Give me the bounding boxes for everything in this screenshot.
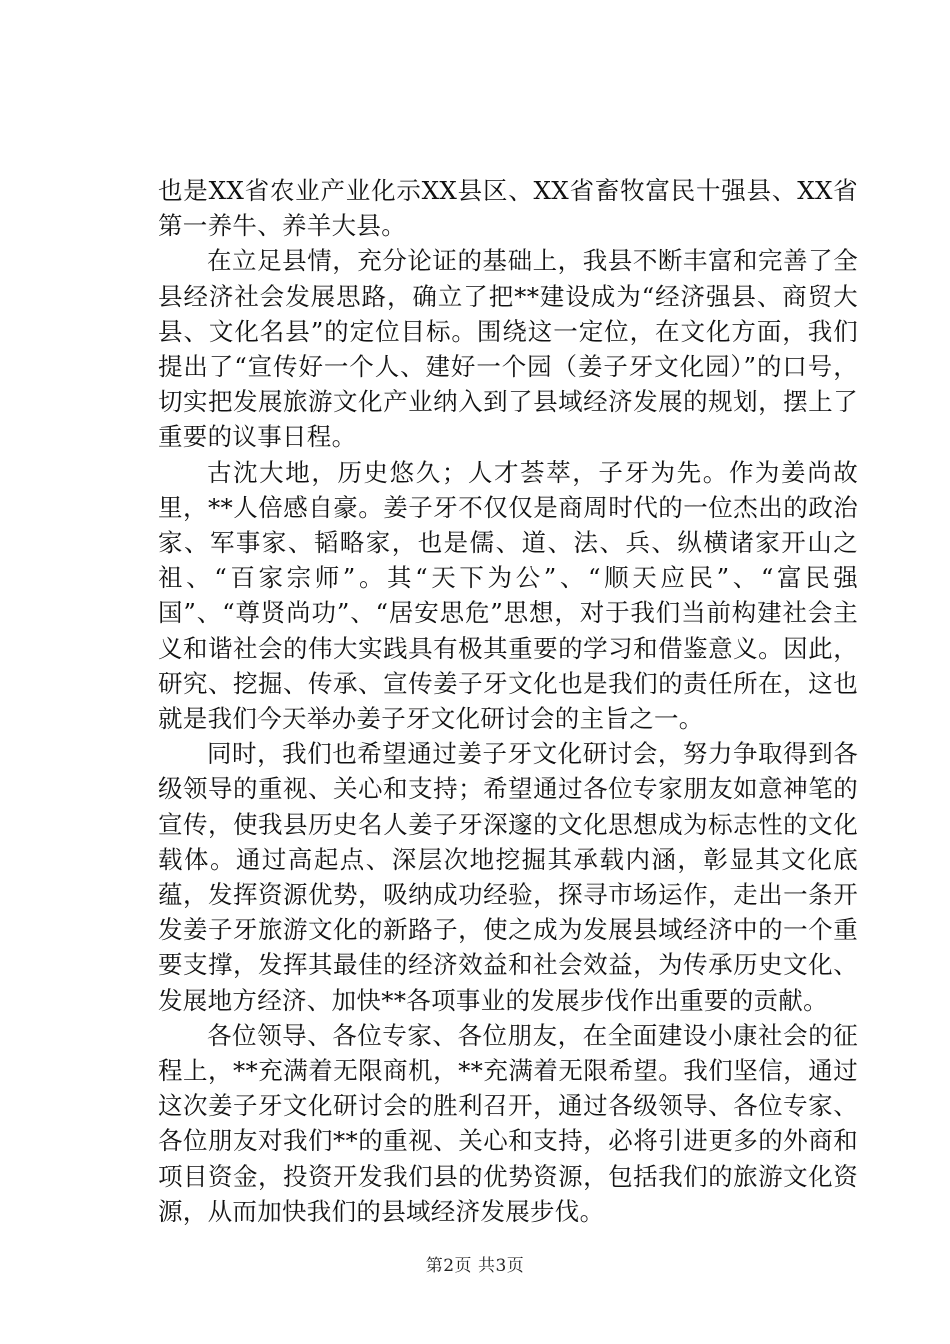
paragraph-5: 各位领导、各位专家、各位朋友，在全面建设小康社会的征程上，**充满着无限商机，**充满着无限希望。我们坚信，通过这次姜子牙文化研讨会的胜利召开，通过各级领导、各位专家、各位朋友对我们**的重视、关心和支持，必将引进更多的外商和项目资金，投资开发我们县的优势资源，包括我们的旅游文化资源，从而加快我们的县域经济发展步伐。 [158, 1020, 858, 1226]
paragraph-2: 在立足县情，充分论证的基础上，我县不断丰富和完善了全县经济社会发展思路，确立了把**建设成为“经济强县、商贸大县、文化名县”的定位目标。围绕这一定位，在文化方面，我们提出了“宣传好一个人、建好一个园（姜子牙文化园）”的口号，切实把发展旅游文化产业纳入到了县域经济发展的规划，摆上了重要的议事日程。 [158, 246, 858, 452]
paragraph-4: 同时，我们也希望通过姜子牙文化研讨会，努力争取得到各级领导的重视、关心和支持；希望通过各位专家朋友如意神笔的宣传，使我县历史名人姜子牙深邃的文化思想成为标志性的文化载体。通过高起点、深层次地挖掘其承载内涵，彰显其文化底蕴，发挥资源优势，吸纳成功经验，探寻市场运作，走出一条开发姜子牙旅游文化的新路子，使之成为发展县域经济中的一个重要支撑，发挥其最佳的经济效益和社会效益，为传承历史文化、发展地方经济、加快**各项事业的发展步伐作出重要的贡献。 [158, 739, 858, 1015]
document-body [158, 173, 858, 1229]
page-number-footer: 第2页 共3页 [425, 1256, 525, 1276]
paragraph-3: 古沈大地，历史悠久；人才荟萃，子牙为先。作为姜尚故里，**人倍感自豪。姜子牙不仅仅是商周时代的一位杰出的政治家、军事家、韬略家，也是儒、道、法、兵、纵横诸家开山之祖、“百家宗师”。其“天下为公”、“顺天应民”、“富民强国”、“尊贤尚功”、“居安思危”思想，对于我们当前构建社会主义和谐社会的伟大实践具有极其重要的学习和借鉴意义。因此，研究、挖掘、传承、宣传姜子牙文化也是我们的责任所在，这也就是我们今天举办姜子牙文化研讨会的主旨之一。 [158, 457, 858, 734]
paragraph-1: 也是XX省农业产业化示XX县区、XX省畜牧富民十强县、XX省第一养牛、养羊大县。 [158, 176, 858, 241]
